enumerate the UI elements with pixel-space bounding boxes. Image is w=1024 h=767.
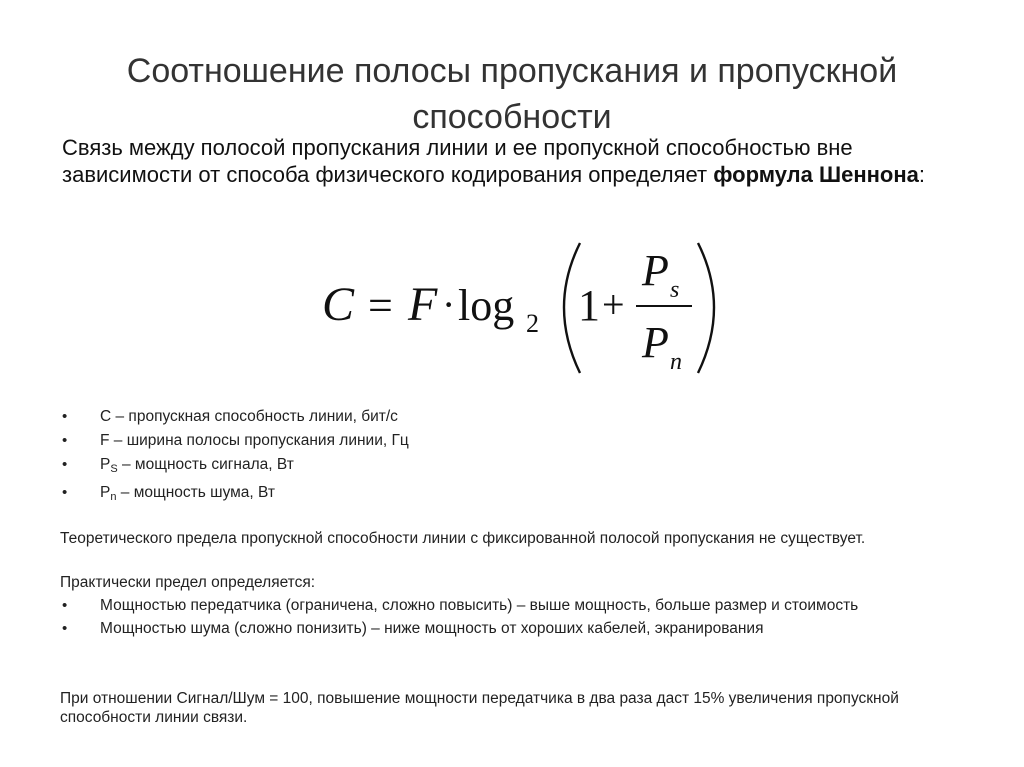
shannon-formula [300, 225, 720, 390]
practical-paragraph: Практически предел определяется: [60, 574, 316, 591]
limits-list [60, 596, 940, 642]
formula-F: F [408, 278, 438, 331]
formula-Pn-sub: n [670, 349, 682, 375]
formula-Pn: P [642, 318, 669, 367]
formula-plus: + [602, 282, 625, 327]
formula-log-base: 2 [526, 309, 539, 338]
formula-Ps-sub: s [670, 277, 680, 303]
definition-item: • $P_S$ – мощность сигнала, Вт [60, 453, 409, 481]
slide-title: Соотношение полосы пропускания и пропускной способности [126, 52, 898, 136]
formula-dot: · [442, 282, 456, 327]
formula-svg [300, 225, 720, 390]
limit-item: • Мощностью шума (сложно понизить) – ниже мощность от хороших кабелей, экранирования [60, 619, 940, 638]
conclusion-paragraph: При отношении Сигнал/Шум = 100, повышение мощности передатчика в два раза даст 15% увеличения пропускной способности линии связи. [60, 690, 899, 726]
definition-item: • С – пропускная способность линии, бит/с [60, 405, 409, 429]
definition-item: • F – ширина полосы пропускания линии, Гц [60, 429, 409, 453]
formula-C: C [322, 278, 355, 331]
shannon-formula-label: формула Шеннона [713, 162, 919, 187]
formula-equals: = [368, 281, 393, 330]
formula-log: log [458, 281, 515, 330]
intro-text: Связь между полосой пропускания линии и ее пропускной способностью вне зависимости от способа физического кодирования определяет [62, 135, 853, 187]
definition-item: • $P_n$ – мощность шума, Вт [60, 481, 409, 509]
theory-paragraph: Теоретического предела пропускной способности линии с фиксированной полосой пропускания не существует. [60, 530, 866, 547]
formula-Ps: P [642, 246, 669, 295]
definitions-list [60, 405, 409, 509]
limit-item: • Мощностью передатчика (ограничена, сложно повысить) – выше мощность, больше размер и стоимость [60, 596, 940, 615]
intro-paragraph [62, 134, 982, 188]
formula-one: 1 [578, 281, 600, 330]
intro-colon: : [918, 162, 926, 187]
right-paren [698, 243, 714, 373]
